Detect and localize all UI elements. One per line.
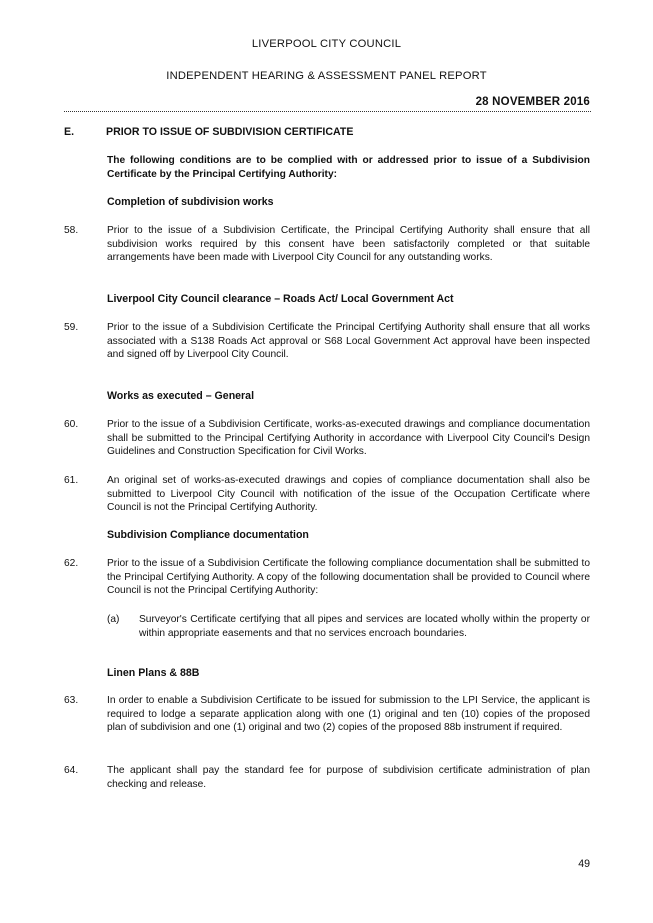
header-divider	[64, 111, 591, 112]
condition-number: 63.	[64, 695, 79, 706]
heading-completion: Completion of subdivision works	[107, 196, 274, 208]
heading-works-executed: Works as executed – General	[107, 390, 255, 402]
condition-number: 61.	[64, 475, 79, 486]
heading-linen-plans: Linen Plans & 88B	[107, 667, 200, 679]
condition-text: In order to enable a Subdivision Certificate to be issued for submission to the LPI Service, the applicant is required to lodge a separate application along with one (1) original and ten (10) copies of the proposed plan of subdivision and one (1) original and two (2) copies of the proposed 88b instrument if required.	[107, 695, 590, 734]
condition-text: The applicant shall pay the standard fee for purpose of subdivision certificate administration of plan checking and release.	[107, 765, 590, 790]
condition-number: 64.	[64, 765, 79, 776]
section-title: PRIOR TO ISSUE OF SUBDIVISION CERTIFICATE	[106, 126, 354, 138]
report-title: INDEPENDENT HEARING & ASSESSMENT PANEL REPORT	[166, 70, 487, 82]
subitem-label: (a)	[107, 614, 120, 625]
condition-text: Prior to the issue of a Subdivision Certificate the following compliance documentation shall be submitted to the Principal Certifying Authority. A copy of the following documentation shall be provided to Council where Council is not the Principal Certifying Authority:	[107, 558, 590, 597]
condition-text: Prior to the issue of a Subdivision Certificate the Principal Certifying Authority shall ensure that all works associated with a S138 Roads Act approval or S68 Local Government Act approval have been inspected and signed off by Liverpool City Council.	[107, 322, 590, 361]
section-letter: E.	[64, 126, 75, 138]
condition-number: 62.	[64, 558, 79, 569]
heading-clearance: Liverpool City Council clearance – Roads Act/ Local Government Act	[107, 293, 454, 305]
condition-text: Prior to the issue of a Subdivision Certificate, the Principal Certifying Authority shall ensure that all subdivision works required by this consent have been satisfactorily completed or that suitable arrangements have been made with Liverpool City Council for any outstanding works.	[107, 225, 590, 264]
subitem-text: Surveyor's Certificate certifying that all pipes and services are located wholly within the property or within appropriate easements and that no services encroach boundaries.	[139, 614, 590, 639]
condition-number: 60.	[64, 419, 79, 430]
section-intro: The following conditions are to be complied with or addressed prior to issue of a Subdivision Certificate by the Principal Certifying Authority:	[107, 155, 590, 180]
condition-number: 59.	[64, 322, 79, 333]
section-heading	[64, 126, 353, 140]
condition-text: Prior to the issue of a Subdivision Certificate, works-as-executed drawings and compliance documentation shall be submitted to the Principal Certifying Authority in accordance with Liverpool City Council's Design Guidelines and Construction Specification for Civil Works.	[107, 419, 590, 458]
condition-text: An original set of works-as-executed drawings and copies of compliance documentation shall also be submitted to Liverpool City Council with notification of the issue of the Occupation Certificate where Council is not the Principal Certifying Authority.	[107, 475, 590, 514]
council-name: LIVERPOOL CITY COUNCIL	[251, 38, 402, 50]
page-number: 49	[578, 858, 590, 870]
condition-number: 58.	[64, 225, 79, 236]
heading-compliance: Subdivision Compliance documentation	[107, 529, 309, 541]
report-date: 28 NOVEMBER 2016	[475, 96, 590, 108]
